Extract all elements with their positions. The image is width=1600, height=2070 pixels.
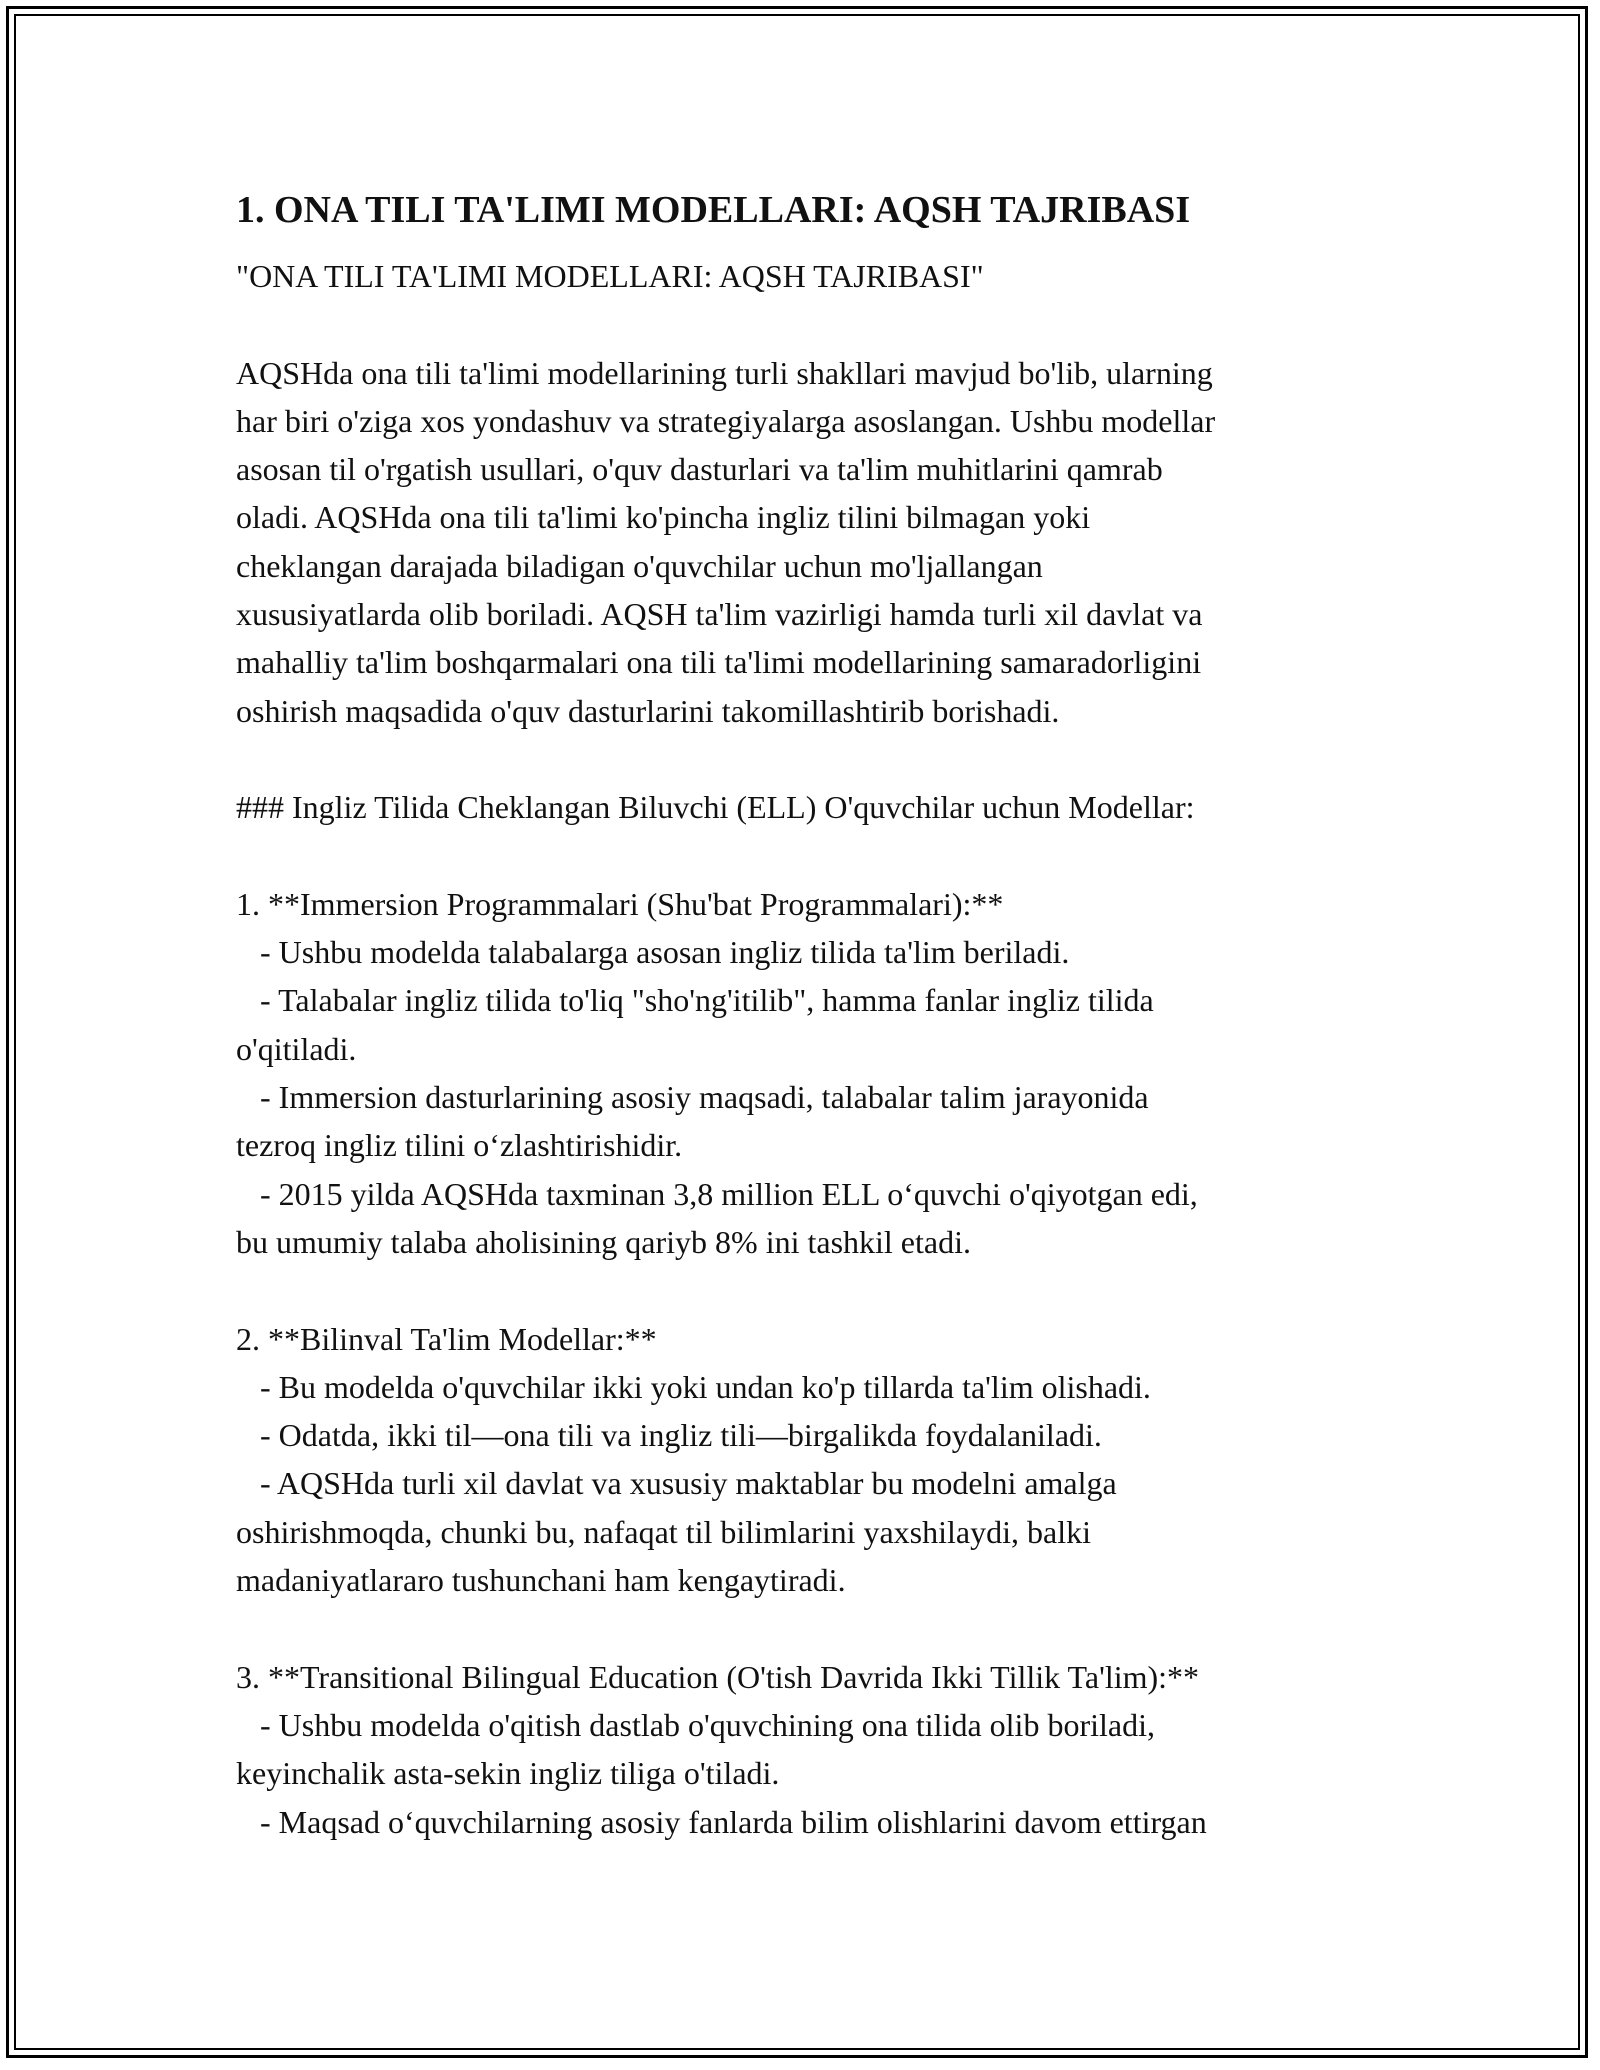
document-heading: 1. ONA TILI TA'LIMI MODELLARI: AQSH TAJRIBASI [236,189,1191,231]
document-body-text: "ONA TILI TA'LIMI MODELLARI: AQSH TAJRIBASI" AQSHda ona tili ta'limi modellarining turli shakllari mavjud bo'lib, ularning har biri o'ziga xos yondashuv va strategiyalarga asoslangan. Ushbu modellar asosan til o'rgatish usullari, o'quv dasturlari va ta'lim muhitlarini qamrab oladi. AQSHda ona tili ta'limi ko'pincha ingliz tilini bilmagan yoki cheklangan darajada biladigan o'quvchilar uchun mo'ljallangan xususiyatlarda olib boriladi. AQSH ta'lim vazirligi hamda turli xil davlat va mahalliy ta'lim boshqarmalari ona tili ta'limi modellarining samaradorligini oshirish maqsadida o'quv dasturlarini takomillashtirib borishadi. ### Ingliz Tilida Cheklangan Biluvchi (ELL) O'quvchilar uchun Modellar: 1. **Immersion Programmalari (Shu'bat Programmalari):** - Ushbu modelda talabalarga asosan ingliz tilida ta'lim beriladi. - Talabalar ingliz tilida to'liq "sho'ng'itilib", hamma fanlar ingliz tilida o'qitiladi. - Immersion dasturlarining asosiy maqsadi, talabalar talim jarayonida tezroq ingliz tilini o‘zlashtirishidir. - 2015 yilda AQSHda taxminan 3,8 million ELL o‘quvchi o'qiyotgan edi, bu umumiy talaba aholisining qariyb 8% ini tashkil etadi. 2. **Bilinval Ta'lim Modellar:** - Bu modelda o'quvchilar ikki yoki undan ko'p tillarda ta'lim olishadi. - Odatda, ikki til—ona tili va ingliz tili—birgalikda foydalaniladi. - AQSHda turli xil davlat va xususiy maktablar bu modelni amalga oshirishmoqda, chunki bu, nafaqat til bilimlarini yaxshilaydi, balki madaniyatlararo tushunchani ham kengaytiradi. 3. **Transitional Bilingual Education (O'tish Davrida Ikki Tillik Ta'lim):** - Ushbu modelda o'qitish dastlab o'quvchining ona tilida olib boriladi, keyinchalik asta-sekin ingliz tiliga o'tiladi. - Maqsad o‘quvchilarning asosiy fanlarda bilim olishlarini davom ettirgan [236,258,1216,1840]
document-content [236,186,1386,1846]
